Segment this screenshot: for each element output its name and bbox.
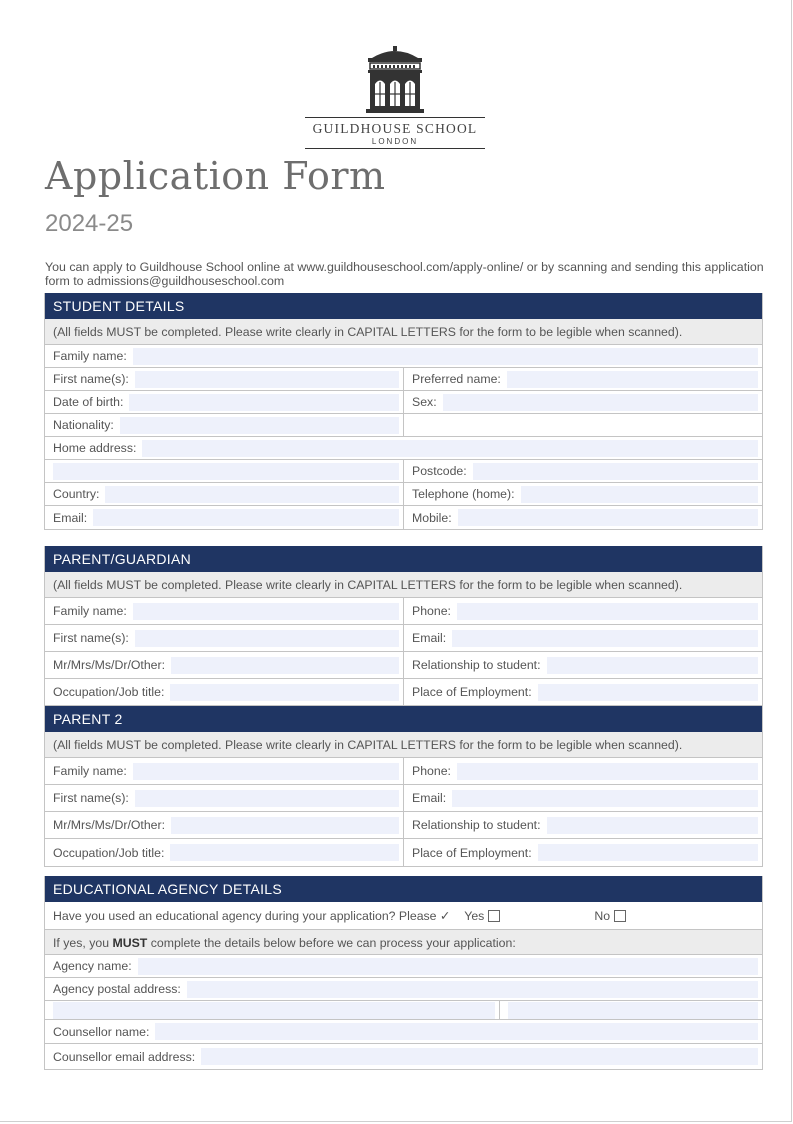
parent-row-names: [45, 625, 762, 652]
agency-address-line3-field[interactable]: [508, 1002, 758, 1019]
parent2-employment-label: Place of Employment:: [412, 845, 532, 860]
agency-row-counsellor: [45, 1020, 762, 1044]
parent2-family-name-label: Family name:: [53, 764, 127, 778]
student-nationality-label: Nationality:: [53, 418, 114, 432]
agency-note-post: complete the details below before we can process your application:: [147, 936, 516, 950]
agency-section: [44, 876, 763, 1070]
agency-yes-label: Yes: [464, 908, 485, 923]
school-logo: [305, 46, 485, 149]
agency-address-line2-field[interactable]: [53, 1002, 495, 1019]
parent2-email-field[interactable]: [452, 790, 758, 807]
agency-question: Have you used an educational agency during your application? Please ✓: [53, 908, 451, 923]
agency-row-address2: [45, 1001, 762, 1020]
parent2-row-title: [45, 812, 762, 839]
student-details-header: STUDENT DETAILS: [45, 293, 762, 319]
student-mobile-field[interactable]: [458, 509, 758, 526]
parent-title-label: Mr/Mrs/Ms/Dr/Other:: [53, 658, 166, 672]
student-preferred-name-label: Preferred name:: [412, 372, 501, 386]
agency-header: EDUCATIONAL AGENCY DETAILS: [45, 876, 762, 902]
student-first-names-label: First name(s):: [53, 372, 129, 386]
student-home-address-label: Home address:: [53, 441, 137, 455]
student-telephone-label: Telephone (home):: [412, 487, 515, 501]
parent-family-name-label: Family name:: [53, 604, 127, 618]
parent2-relationship-label: Relationship to student:: [412, 818, 541, 832]
parent2-instructions: (All fields MUST be completed. Please write clearly in CAPITAL LETTERS for the form to be legible when scanned).: [45, 732, 762, 758]
parent2-employment-field[interactable]: [538, 844, 758, 861]
building-icon: [360, 46, 430, 114]
student-first-names-field[interactable]: [135, 371, 399, 388]
parent-employment-field[interactable]: [538, 684, 758, 701]
student-telephone-field[interactable]: [521, 486, 758, 503]
agency-address-field[interactable]: [187, 981, 758, 998]
logo-name: GUILDHOUSE SCHOOL: [305, 117, 485, 137]
parent2-row-occupation: [45, 839, 762, 866]
agency-yes-checkbox[interactable]: [488, 910, 500, 922]
counsellor-email-field[interactable]: [201, 1048, 758, 1065]
parent2-first-names-field[interactable]: [135, 790, 399, 807]
parent-row-occupation: [45, 679, 762, 706]
agency-row-name: [45, 955, 762, 978]
student-dob-field[interactable]: [129, 394, 399, 411]
parent-guardian-header: PARENT/GUARDIAN: [45, 546, 762, 572]
parent2-occupation-label: Occupation/Job title:: [53, 845, 165, 860]
parent-first-names-label: First name(s):: [53, 631, 129, 645]
student-nationality-field[interactable]: [120, 417, 399, 434]
parent-family-name-field[interactable]: [133, 603, 399, 620]
student-address-line2-field[interactable]: [53, 463, 399, 480]
counsellor-email-label: Counsellor email address:: [53, 1049, 196, 1064]
agency-row-address: [45, 978, 762, 1001]
academic-year: 2024-25: [45, 210, 134, 237]
student-postcode-field[interactable]: [473, 463, 758, 480]
student-home-address-field[interactable]: [142, 440, 758, 457]
student-email-field[interactable]: [93, 509, 399, 526]
parent-email-field[interactable]: [452, 630, 758, 647]
student-instructions: (All fields MUST be completed. Please write clearly in CAPITAL LETTERS for the form to be legible when scanned).: [45, 319, 762, 345]
parent2-title-field[interactable]: [171, 817, 399, 834]
parent2-row-family: [45, 758, 762, 785]
agency-name-field[interactable]: [138, 958, 758, 975]
parent2-title-label: Mr/Mrs/Ms/Dr/Other:: [53, 818, 166, 832]
page-title: Application Form: [45, 154, 386, 198]
agency-note-pre: If yes, you: [53, 936, 113, 950]
parent2-header: PARENT 2: [45, 706, 762, 732]
student-row-country: [45, 483, 762, 506]
agency-no-checkbox[interactable]: [614, 910, 626, 922]
student-sex-field[interactable]: [443, 394, 758, 411]
parent2-relationship-field[interactable]: [547, 817, 758, 834]
student-sex-label: Sex:: [412, 395, 437, 409]
parent-title-field[interactable]: [171, 657, 399, 674]
parent-employment-label: Place of Employment:: [412, 685, 532, 699]
student-dob-label: Date of birth:: [53, 395, 124, 409]
intro-text: You can apply to Guildhouse School online at www.guildhouseschool.com/apply-online/ or by scanning and sending this application form to admissions@guildhouseschool.com: [45, 260, 764, 288]
logo-sub: LONDON: [305, 137, 485, 149]
agency-name-label: Agency name:: [53, 959, 132, 973]
parent-row-family: [45, 598, 762, 625]
agency-note: [45, 930, 762, 955]
agency-address-label: Agency postal address:: [53, 982, 181, 996]
parent-occupation-field[interactable]: [170, 684, 399, 701]
student-postcode-label: Postcode:: [412, 464, 467, 478]
counsellor-name-field[interactable]: [155, 1023, 758, 1040]
parent-row-title: [45, 652, 762, 679]
parent2-occupation-field[interactable]: [170, 844, 399, 861]
student-row-names: [45, 368, 762, 391]
parent-guardian-section: [44, 546, 763, 867]
parent-occupation-label: Occupation/Job title:: [53, 685, 165, 699]
parent-phone-field[interactable]: [457, 603, 758, 620]
agency-row-counsellor-email: [45, 1044, 762, 1069]
parent2-email-label: Email:: [412, 791, 447, 805]
parent2-phone-label: Phone:: [412, 764, 451, 778]
counsellor-name-label: Counsellor name:: [53, 1024, 150, 1039]
student-row-dob: [45, 391, 762, 414]
student-row-nationality: [45, 414, 762, 437]
parent-instructions: (All fields MUST be completed. Please write clearly in CAPITAL LETTERS for the form to be legible when scanned).: [45, 572, 762, 598]
student-family-name-label: Family name:: [53, 349, 127, 363]
student-mobile-label: Mobile:: [412, 510, 452, 525]
student-preferred-name-field[interactable]: [507, 371, 758, 388]
student-row-address: [45, 437, 762, 460]
student-family-name-field[interactable]: [133, 348, 758, 365]
parent-email-label: Email:: [412, 631, 447, 645]
student-row-postcode: [45, 460, 762, 483]
student-country-label: Country:: [53, 487, 100, 501]
parent2-first-names-label: First name(s):: [53, 791, 129, 805]
student-details-section: [44, 293, 763, 530]
agency-question-row: [45, 902, 762, 930]
parent2-phone-field[interactable]: [457, 763, 758, 780]
agency-note-bold: MUST: [112, 936, 148, 950]
student-row-family: [45, 345, 762, 368]
parent-relationship-field[interactable]: [547, 657, 758, 674]
student-email-label: Email:: [53, 510, 88, 525]
parent-relationship-label: Relationship to student:: [412, 658, 541, 672]
student-country-field[interactable]: [105, 486, 399, 503]
parent2-family-name-field[interactable]: [133, 763, 399, 780]
agency-no-label: No: [594, 908, 611, 923]
parent-phone-label: Phone:: [412, 604, 451, 618]
student-row-email: [45, 506, 762, 529]
parent2-row-names: [45, 785, 762, 812]
parent-first-names-field[interactable]: [135, 630, 399, 647]
